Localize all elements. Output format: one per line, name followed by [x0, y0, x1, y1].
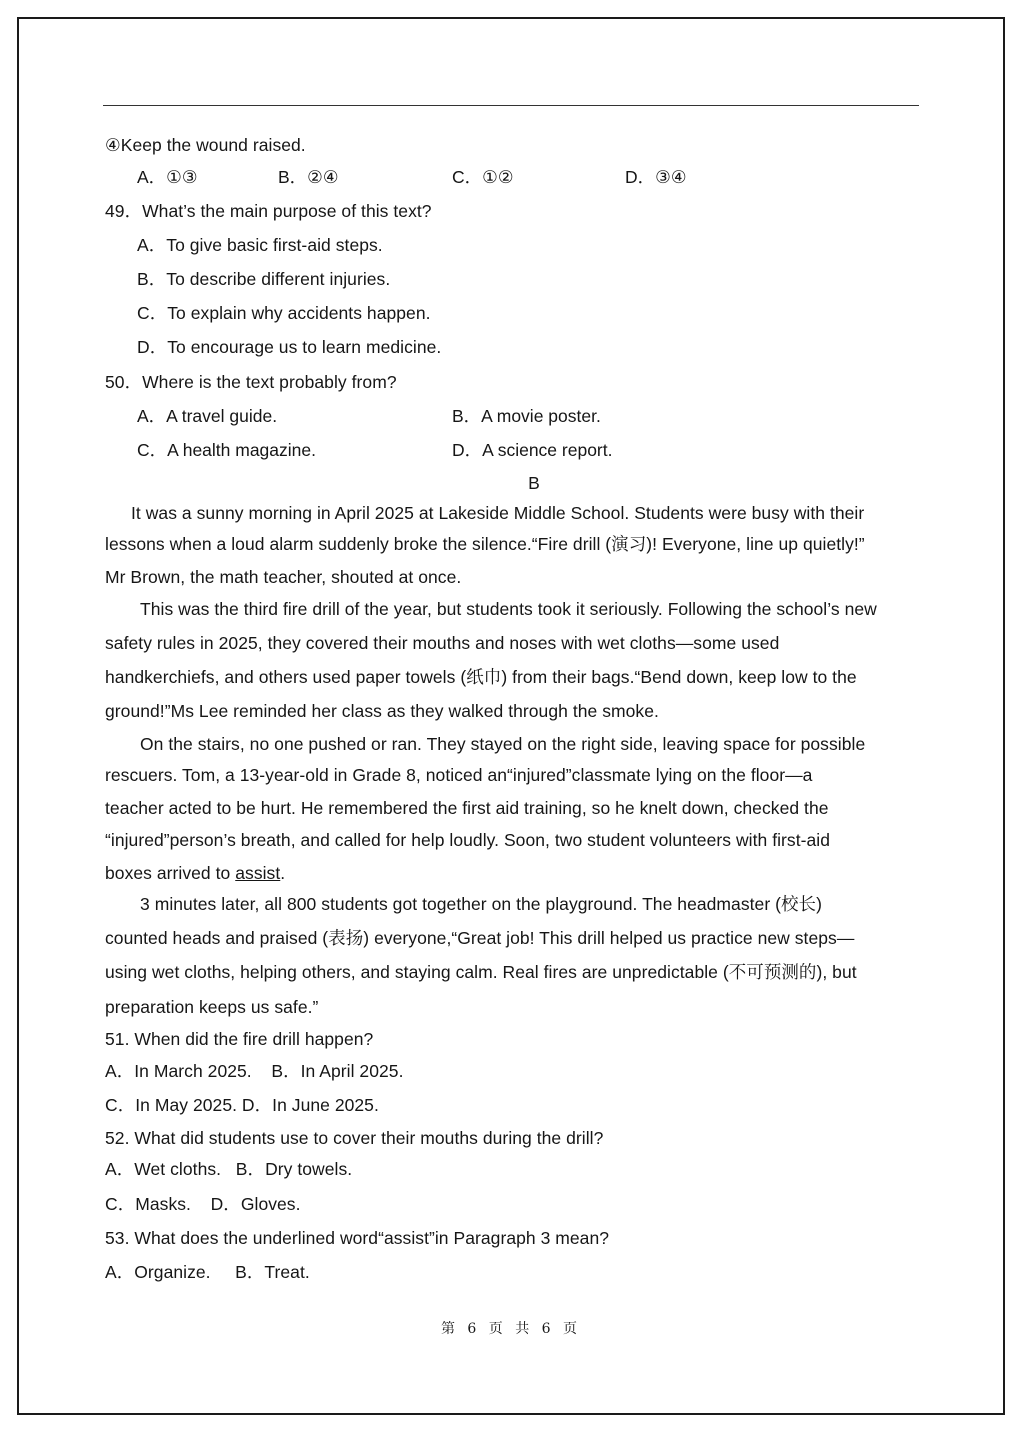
question-52-stem: 52. What did students use to cover their mouths during the drill? — [105, 1128, 604, 1148]
question-48-item-4: ④Keep the wound raised. — [105, 135, 306, 155]
passage-line: preparation keeps us safe.” — [105, 997, 319, 1017]
question-50-option-d: D．A science report. — [452, 440, 613, 460]
passage-line: teacher acted to be hurt. He remembered the first aid training, so he knelt down, checked the — [105, 798, 829, 818]
question-50-option-c: C．A health magazine. — [137, 440, 316, 460]
question-49-stem: 49．What’s the main purpose of this text? — [105, 201, 432, 221]
question-51-stem: 51. When did the fire drill happen? — [105, 1029, 374, 1049]
question-48-option-a: A．①③ — [137, 167, 198, 187]
header-rule — [103, 105, 919, 106]
passage-line: “injured”person’s breath, and called for help loudly. Soon, two student volunteers with first-aid — [105, 830, 831, 850]
passage-line: 3 minutes later, all 800 students got together on the playground. The headmaster (校长) — [140, 894, 822, 914]
question-49-option-c: C．To explain why accidents happen. — [137, 303, 431, 323]
passage-line: handkerchiefs, and others used paper towels (纸巾) from their bags.“Bend down, keep low to the — [105, 667, 857, 687]
question-48-option-d: D．③④ — [625, 167, 687, 187]
passage-text: boxes arrived to — [105, 863, 236, 883]
passage-line — [105, 862, 285, 884]
passage-line: safety rules in 2025, they covered their mouths and noses with wet cloths—some used — [105, 633, 780, 653]
question-52-options-row-2: C．Masks. D．Gloves. — [105, 1194, 301, 1214]
question-51-options-row-1: A．In March 2025. B．In April 2025. — [105, 1061, 404, 1081]
question-49-option-b: B．To describe different injuries. — [137, 269, 391, 289]
question-48-option-b: B．②④ — [278, 167, 339, 187]
question-50-option-a: A．A travel guide. — [137, 406, 278, 426]
question-50-stem: 50．Where is the text probably from? — [105, 372, 397, 392]
passage-line: lessons when a loud alarm suddenly broke the silence.“Fire drill (演习)! Everyone, line up quietly!” — [105, 534, 865, 554]
passage-line: It was a sunny morning in April 2025 at Lakeside Middle School. Students were busy with their — [131, 503, 865, 523]
passage-line: using wet cloths, helping others, and staying calm. Real fires are unpredictable (不可预测的), but — [105, 962, 857, 982]
passage-line: ground!”Ms Lee reminded her class as they walked through the smoke. — [105, 701, 659, 721]
passage-line: This was the third fire drill of the year, but students took it seriously. Following the school’s new — [140, 599, 877, 619]
passage-line: counted heads and praised (表扬) everyone,“Great job! This drill helped us practice new steps— — [105, 928, 855, 948]
page-number-footer: 第 6 页 共 6 页 — [440, 1321, 582, 1337]
question-53-options-row-1: A．Organize. B．Treat. — [105, 1262, 310, 1282]
question-49-option-d: D．To encourage us to learn medicine. — [137, 337, 442, 357]
question-52-options-row-1: A．Wet cloths. B．Dry towels. — [105, 1159, 353, 1179]
question-51-options-row-2: C．In May 2025. D．In June 2025. — [105, 1095, 379, 1115]
question-48-option-c: C．①② — [452, 167, 514, 187]
passage-line: rescuers. Tom, a 13-year-old in Grade 8, noticed an“injured”classmate lying on the floor—a — [105, 765, 813, 785]
question-50-option-b: B．A movie poster. — [452, 406, 601, 426]
question-53-stem: 53. What does the underlined word“assist”in Paragraph 3 mean? — [105, 1228, 610, 1248]
passage-period: . — [280, 863, 286, 883]
passage-line: On the stairs, no one pushed or ran. They stayed on the right side, leaving space for possible — [140, 734, 866, 754]
section-heading: B — [528, 473, 540, 493]
question-49-option-a: A．To give basic first-aid steps. — [137, 235, 383, 255]
passage-line: Mr Brown, the math teacher, shouted at once. — [105, 567, 462, 587]
underlined-word-assist: assist — [235, 863, 281, 883]
